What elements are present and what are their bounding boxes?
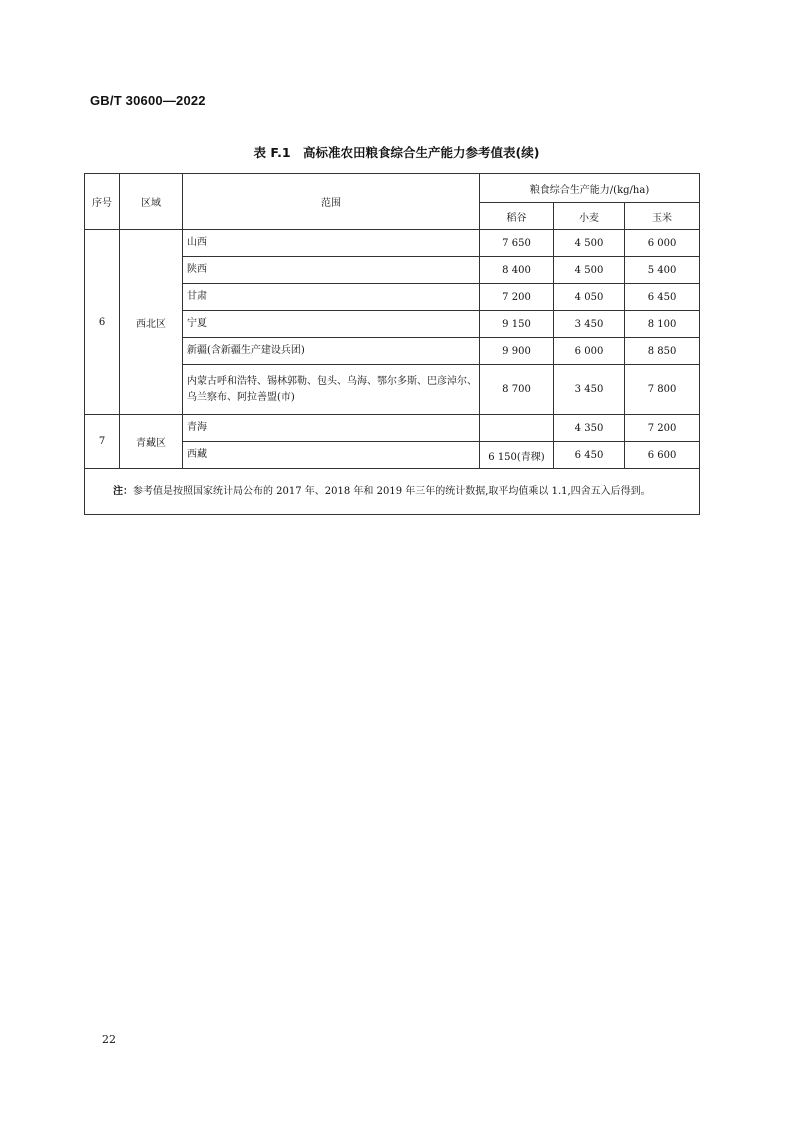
row-rice: 7 200 [480,284,554,311]
row-corn: 6 450 [625,284,700,311]
row-corn: 8 850 [625,338,700,365]
header-rice: 稻谷 [480,203,554,230]
capacity-table [84,173,700,515]
row-corn: 8 100 [625,311,700,338]
header-capacity-group: 粮食综合生产能力/(kg/ha) [480,174,700,203]
header-no: 序号 [85,174,120,230]
row-scope: 宁夏 [183,311,480,338]
table-note [85,469,700,515]
row-corn: 6 600 [625,442,700,469]
row-wheat: 6 000 [554,338,625,365]
row-scope: 西藏 [183,442,480,469]
header-corn: 玉米 [625,203,700,230]
group-no: 7 [85,415,120,469]
table-title: 表 F.1 高标准农田粮食综合生产能力参考值表(续) [253,145,540,160]
row-rice: 9 150 [480,311,554,338]
row-wheat: 4 050 [554,284,625,311]
row-corn: 7 800 [625,365,700,415]
row-rice [480,415,554,442]
group-no: 6 [85,230,120,415]
row-rice: 7 650 [480,230,554,257]
header-region: 区域 [120,174,183,230]
row-wheat: 4 350 [554,415,625,442]
table-row [85,415,700,442]
standard-code: GB/T 30600—2022 [90,93,206,108]
page-number: 22 [102,1033,116,1046]
row-scope: 新疆(含新疆生产建设兵团) [183,338,480,365]
row-corn: 7 200 [625,415,700,442]
row-wheat: 3 450 [554,311,625,338]
row-scope: 甘肃 [183,284,480,311]
row-rice: 8 700 [480,365,554,415]
row-rice: 8 400 [480,257,554,284]
row-corn: 6 000 [625,230,700,257]
row-corn: 5 400 [625,257,700,284]
row-wheat: 4 500 [554,257,625,284]
row-scope: 内蒙古呼和浩特、锡林郭勒、包头、乌海、鄂尔多斯、巴彦淖尔、乌兰察布、阿拉善盟(市) [183,365,480,415]
group-region: 西北区 [120,230,183,415]
row-wheat: 4 500 [554,230,625,257]
row-rice: 6 150(青稞) [480,442,554,469]
note-label: 注： [113,486,133,497]
header-wheat: 小麦 [554,203,625,230]
group-region: 青藏区 [120,415,183,469]
row-wheat: 3 450 [554,365,625,415]
row-scope: 山西 [183,230,480,257]
row-rice: 9 900 [480,338,554,365]
header-scope: 范围 [183,174,480,230]
note-text: 参考值是按照国家统计局公布的 2017 年、2018 年和 2019 年三年的统计数据,取平均值乘以 1.1,四舍五入后得到。 [133,486,651,497]
row-scope: 陕西 [183,257,480,284]
row-wheat: 6 450 [554,442,625,469]
row-scope: 青海 [183,415,480,442]
table-row [85,230,700,257]
